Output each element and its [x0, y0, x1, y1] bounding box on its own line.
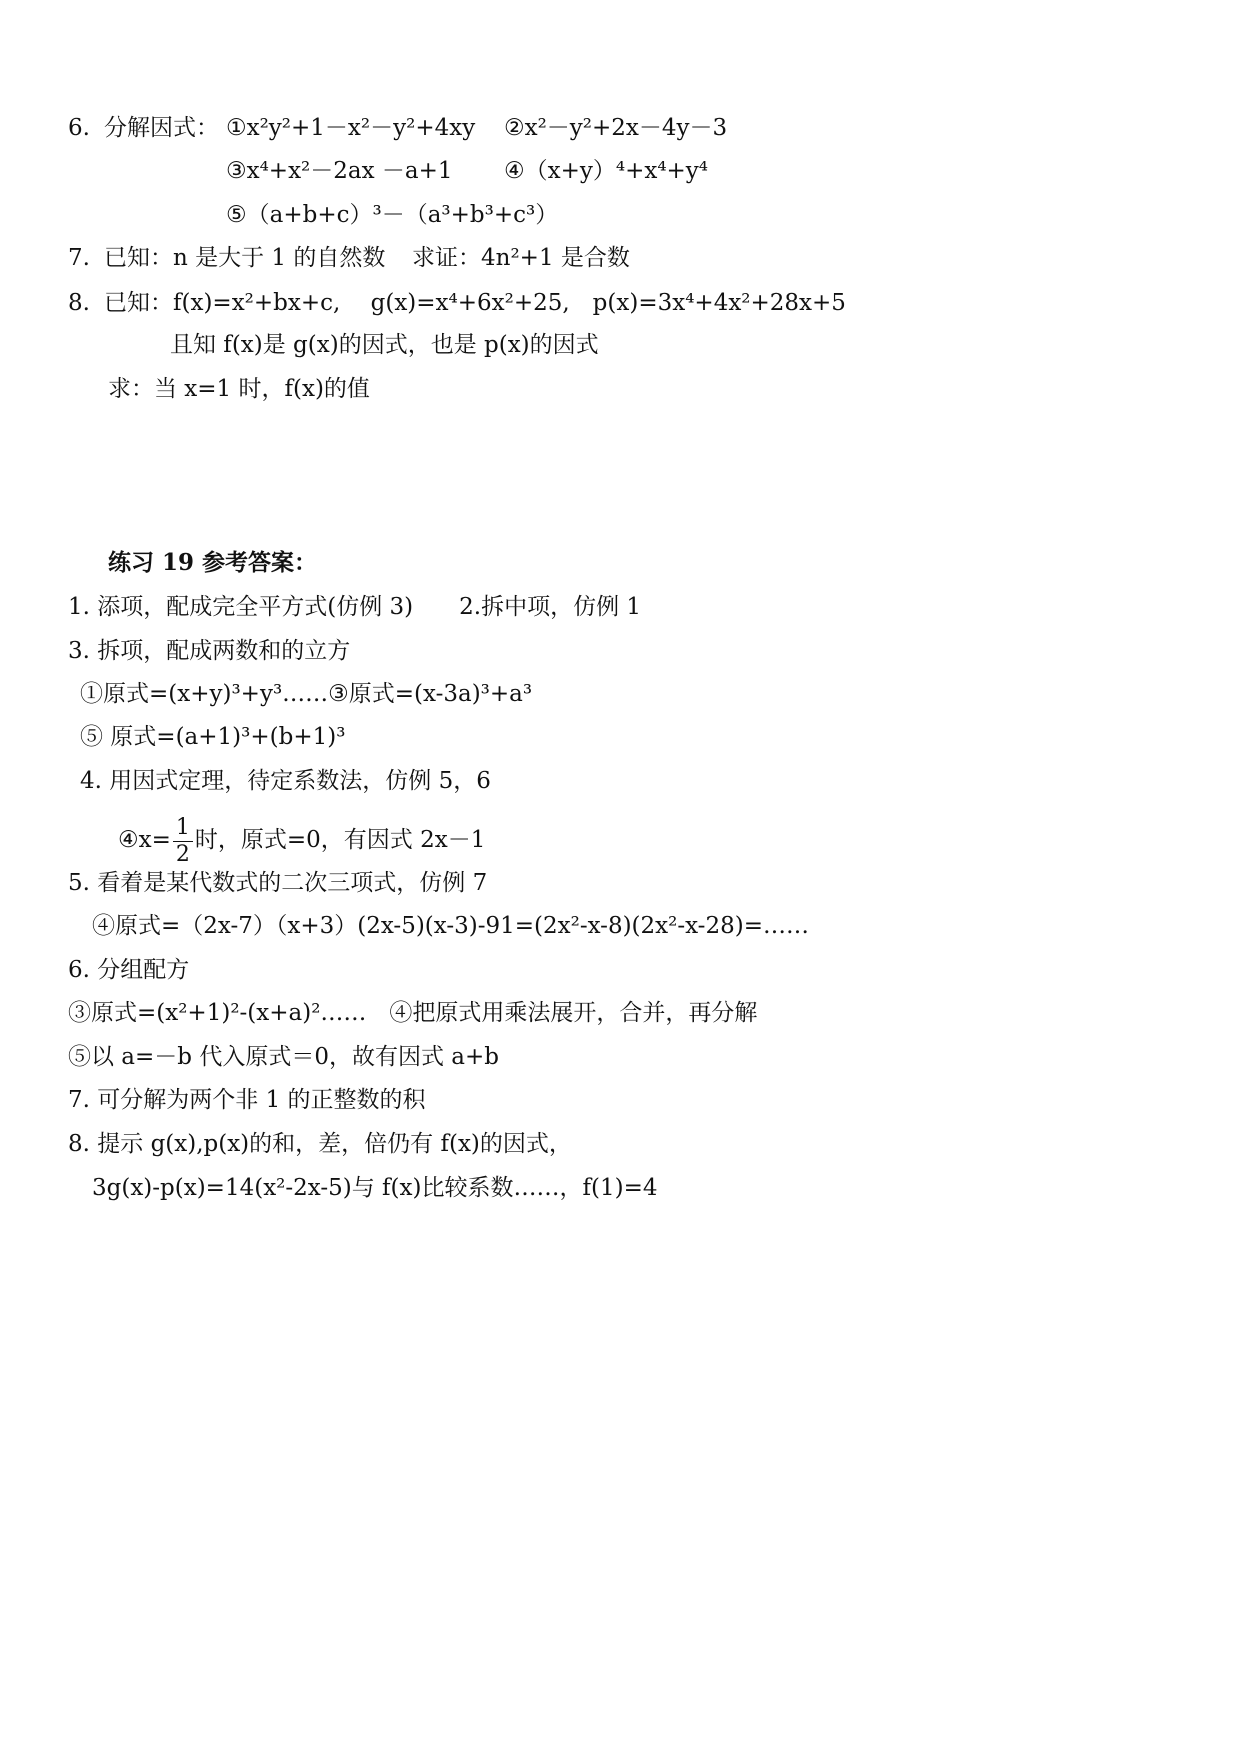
- problem-8-number: 8.: [68, 290, 90, 316]
- answer-4-prefix: ④x=: [118, 827, 171, 853]
- answer-8: 8. 提示 g(x),p(x)的和，差，倍仍有 f(x)的因式，: [68, 1131, 572, 1157]
- answer-3: 3. 拆项，配成两数和的立方: [68, 638, 351, 664]
- answer-4-detail: [118, 812, 485, 868]
- answer-4: 4. 用因式定理，待定系数法，仿例 5，6: [80, 768, 491, 794]
- problem-7-prove: 求证：4n²+1 是合数: [412, 245, 630, 271]
- answer-3-detail-1: ①原式=(x+y)³+y³……③原式=(x-3a)³+a³: [80, 681, 533, 707]
- fraction-denominator: 2: [175, 841, 190, 867]
- answer-7: 7. 可分解为两个非 1 的正整数的积: [68, 1087, 426, 1113]
- problem-7-number: 7.: [68, 245, 90, 271]
- problem-6-item-4: ④（x+y）⁴+x⁴+y⁴: [504, 158, 709, 184]
- fraction-numerator: 1: [173, 815, 193, 842]
- problem-6-item-3: ③x⁴+x²－2ax －a+1: [226, 158, 453, 184]
- problem-8-question: 求：当 x=1 时，f(x)的值: [108, 376, 370, 402]
- answer-6: 6. 分组配方: [68, 957, 190, 983]
- answer-6-detail-5: ⑤以 a=－b 代入原式＝0，故有因式 a+b: [68, 1044, 499, 1070]
- problem-7-given: 已知：n 是大于 1 的自然数: [104, 245, 386, 271]
- answer-1-2: 1. 添项，配成完全平方式(仿例 3) 2.拆中项，仿例 1: [68, 594, 642, 620]
- problem-6-item-5: ⑤（a+b+c）³－（a³+b³+c³）: [226, 202, 559, 228]
- answers-title: 练习 19 参考答案：: [108, 549, 318, 576]
- answer-6-detail-3-4: ③原式=(x²+1)²-(x+a)²…… ④把原式用乘法展开，合并，再分解: [68, 1000, 758, 1026]
- answer-4-suffix: 时，原式=0，有因式 2x－1: [194, 827, 486, 853]
- answer-3-detail-5: ⑤ 原式=(a+1)³+(b+1)³: [80, 724, 346, 750]
- fraction-one-half: [173, 815, 193, 868]
- answer-5: 5. 看着是某代数式的二次三项式，仿例 7: [68, 870, 488, 896]
- answer-8-detail: 3g(x)-p(x)=14(x²-2x-5)与 f(x)比较系数……，f(1)=4: [92, 1175, 658, 1201]
- problem-6-item-2: ②x²－y²+2x－4y－3: [504, 115, 728, 141]
- problem-6-label: 分解因式：: [104, 115, 219, 141]
- answer-5-detail-4: ④原式=（2x-7）（x+3）(2x-5)(x-3)-91=(2x²-x-8)(2x²-x-28)=……: [92, 913, 809, 939]
- problem-6-number: 6.: [68, 115, 90, 141]
- problem-8-given: 已知：f(x)=x²+bx+c, g(x)=x⁴+6x²+25, p(x)=3x⁴+4x²+28x+5: [104, 290, 846, 316]
- problem-8-condition: 且知 f(x)是 g(x)的因式，也是 p(x)的因式: [170, 332, 599, 358]
- problem-6-item-1: ①x²y²+1－x²－y²+4xy: [226, 115, 476, 141]
